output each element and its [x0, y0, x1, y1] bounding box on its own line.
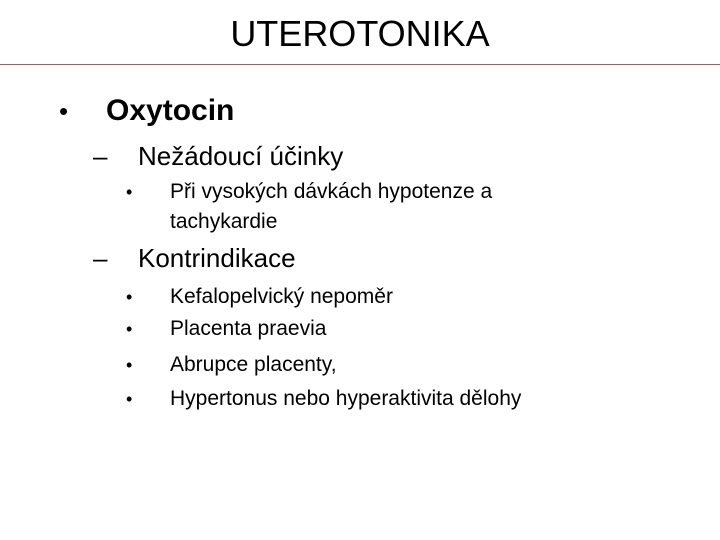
bullet-marker-contra-4: • [126, 389, 133, 409]
dash-marker-contraindications: – [93, 243, 108, 273]
bullet-marker-contra-3: • [126, 355, 133, 375]
bullet-marker-contra-1: • [126, 287, 133, 307]
side-effect-item [170, 177, 492, 237]
heading-side-effects: Nežádoucí účinky [138, 141, 344, 171]
bullet-oxytocin: Oxytocin [106, 94, 235, 127]
side-effect-line-1: Při vysokých dávkách hypotenze a [170, 180, 493, 203]
heading-contraindications: Kontrindikace [138, 243, 296, 273]
bullet-marker-side-effect-1: • [126, 182, 133, 202]
side-effect-line-2: tachykardie [170, 210, 278, 233]
bullet-marker-contra-2: • [126, 319, 133, 339]
slide-title: UTEROTONIKA [230, 13, 490, 54]
title-divider [0, 64, 720, 65]
contraindication-item: Placenta praevia [170, 317, 327, 340]
contraindication-item: Kefalopelvický nepoměr [170, 285, 393, 308]
bullet-marker-oxytocin: • [59, 96, 69, 126]
dash-marker-side-effects: – [93, 141, 108, 171]
contraindication-item: Abrupce placenty, [170, 353, 337, 376]
contraindication-item: Hypertonus nebo hyperaktivita dělohy [170, 387, 522, 410]
